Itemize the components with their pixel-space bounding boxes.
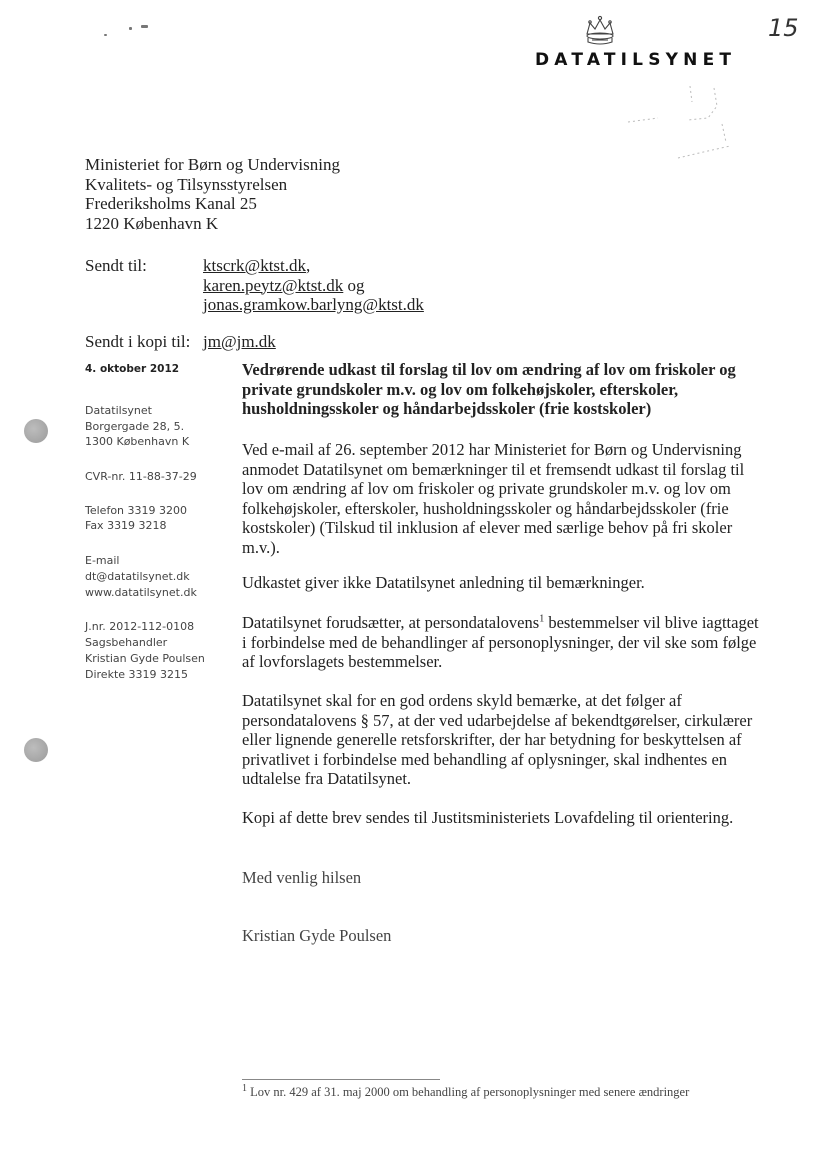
recipient-address bbox=[85, 155, 340, 233]
letter-paragraph: Datatilsynet skal for en god ordens skyld bemærke, at det følger af persondatalovens § 57, at der ved udarbejdelse af bekendtgørelser, cirkulærer eller lignende generelle retsforskrifter, der har betydning for beskyttelsen af privatlivet i forbindelse med behandling af oplysninger, skal indhentes en udtalelse fra Datatilsynet. bbox=[242, 691, 753, 789]
sender-phone: Telefon 3319 3200 bbox=[85, 504, 187, 517]
footnote-rule bbox=[242, 1079, 440, 1080]
footnote-text: Lov nr. 429 af 31. maj 2000 om behandling af personoplysninger med senere ændringer bbox=[247, 1085, 690, 1099]
email-link[interactable]: ktscrk@ktst.dk bbox=[203, 256, 307, 275]
email-link[interactable]: karen.peytz@ktst.dk bbox=[203, 275, 344, 295]
footnote-ref: 1 bbox=[539, 613, 545, 625]
email-link[interactable]: jonas.gramkow.barlyng@ktst.dk bbox=[203, 295, 424, 314]
sender-fax: Fax 3319 3218 bbox=[85, 519, 167, 532]
journal-number: J.nr. 2012-112-0108 bbox=[85, 620, 195, 633]
brand-name: DATATILSYNET bbox=[535, 50, 737, 70]
faint-stamp-mark bbox=[618, 80, 738, 170]
separator: og bbox=[343, 275, 365, 295]
footnote-mark: 1 bbox=[242, 1082, 247, 1094]
sender-web-link[interactable]: www.datatilsynet.dk bbox=[85, 586, 197, 599]
recipient-line: Frederiksholms Kanal 25 bbox=[85, 194, 257, 213]
sender-email-label: E-mail bbox=[85, 554, 120, 567]
letter-date: 4. oktober 2012 bbox=[85, 363, 180, 375]
letter-subject: Vedrørende udkast til forslag til lov om ændring af lov om friskoler og private grundskoler m.v. og lov om folkehøjskoler, efterskoler, husholdningsskoler og håndarbejdsskoler (frie kostskoler) bbox=[242, 360, 736, 419]
scan-speck bbox=[129, 27, 132, 30]
handler-direct-phone: Direkte 3319 3215 bbox=[85, 668, 189, 681]
letter-paragraph: Udkastet giver ikke Datatilsynet anledning til bemærkninger. bbox=[242, 573, 645, 592]
handler-name: Kristian Gyde Poulsen bbox=[85, 652, 205, 665]
copy-to-email-link[interactable]: jm@jm.dk bbox=[203, 332, 276, 351]
scan-speck bbox=[141, 25, 148, 28]
sent-to-list bbox=[203, 256, 424, 315]
sent-to-label: Sendt til: bbox=[85, 256, 147, 275]
paragraph-text: bestemmelser vil blive iagttaget i forbindelse med de behandlinger af personoplysninger, der vil ske som følge af lovforslagets bestemmelser. bbox=[242, 613, 759, 672]
paragraph-text: Datatilsynet forudsætter, at persondatalovens bbox=[242, 613, 540, 632]
punch-hole bbox=[24, 738, 48, 762]
handwritten-page-number: 15 bbox=[768, 14, 799, 42]
separator: , bbox=[306, 256, 311, 275]
sender-cvr: CVR-nr. 11-88-37-29 bbox=[85, 470, 197, 483]
handler-label: Sagsbehandler bbox=[85, 636, 168, 649]
footnote bbox=[242, 1082, 690, 1100]
letter-paragraph: Ved e-mail af 26. september 2012 har Ministeriet for Børn og Undervisning anmodet Datatilsynet om bemærkninger til et fremsendt udkast til forslag til lov om ændring af lov om friskoler og private grundskoler m.v. og lov om folkehøjskoler, efterskoler, husholdningsskoler og håndarbejdsskoler (frie kostskoler) (Tilskud til inklusion af elever med særlige behov på fri skoler m.v.). bbox=[242, 440, 745, 557]
sender-name: Datatilsynet bbox=[85, 404, 152, 417]
recipient-line: Kvalitets- og Tilsynsstyrelsen bbox=[85, 174, 288, 194]
crown-logo-icon bbox=[582, 14, 618, 48]
letter-paragraph: Kopi af dette brev sendes til Justitsministeriets Lovafdeling til orientering. bbox=[242, 808, 734, 827]
punch-hole bbox=[24, 419, 48, 443]
sender-email-link[interactable]: dt@datatilsynet.dk bbox=[85, 570, 190, 583]
sender-street: Borgergade 28, 5. bbox=[85, 420, 185, 433]
recipient-line: Ministeriet for Børn og Undervisning bbox=[85, 155, 340, 174]
letter-closing: Med venlig hilsen bbox=[242, 868, 362, 887]
recipient-line: 1220 København K bbox=[85, 213, 219, 233]
copy-to-label: Sendt i kopi til: bbox=[85, 332, 191, 351]
sender-city: 1300 København K bbox=[85, 435, 190, 448]
letter-paragraph bbox=[242, 613, 762, 672]
letter-signature: Kristian Gyde Poulsen bbox=[242, 926, 392, 945]
scan-speck bbox=[104, 34, 107, 36]
